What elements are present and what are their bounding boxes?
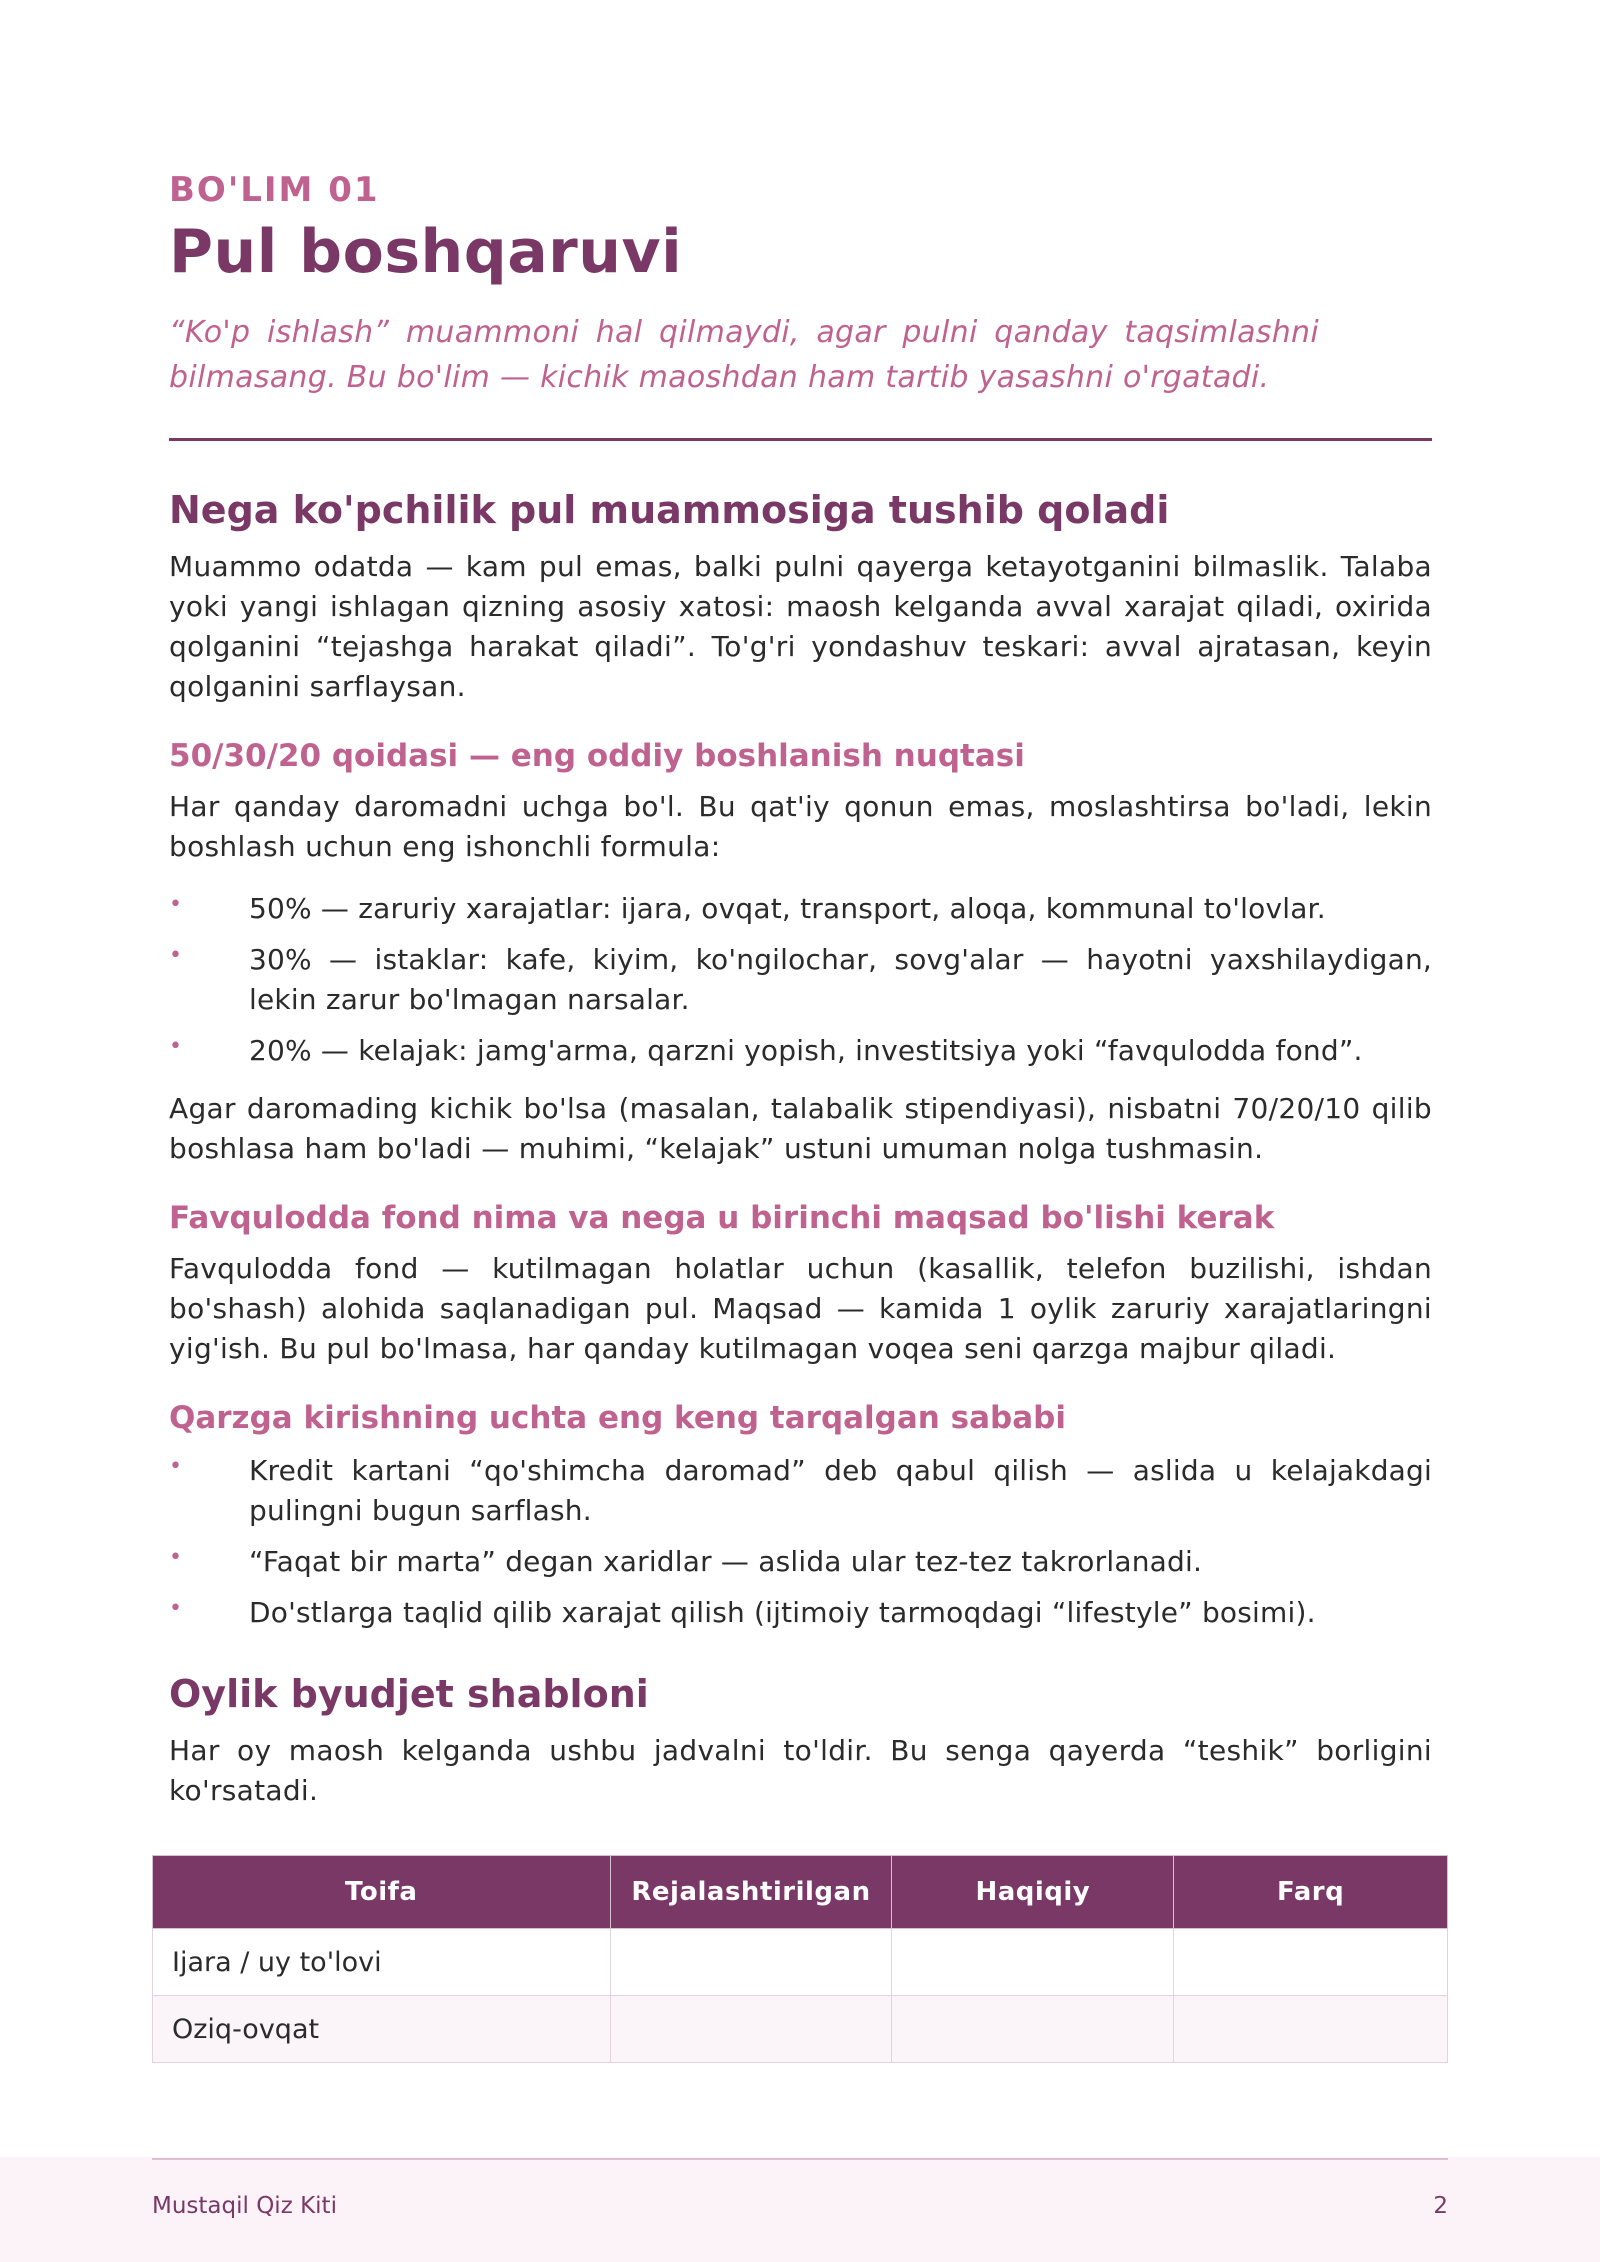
section-heading-budget: Oylik byudjet shabloni bbox=[169, 1672, 649, 1716]
footer-divider bbox=[152, 2158, 1448, 2160]
table-row bbox=[153, 1996, 1448, 2063]
subheading-emergency-fund: Favqulodda fond nima va nega u birinchi maqsad bo'lishi kerak bbox=[169, 1200, 1275, 1236]
problem-paragraph: Muammo odatda — kam pul emas, balki pulni qayerga ketayotganini bilmaslik. Talaba yoki yangi ishlagan qizning asosiy xatosi: maosh kelganda avval xarajat qiladi, oxirida qolganini “tejashga harakat qiladi”. To'g'ri yondashuv teskari: avval ajratasan, keyin qolganini sarflaysan. bbox=[169, 550, 1432, 703]
bullet-icon: • bbox=[169, 943, 183, 968]
bullet-icon: • bbox=[169, 1596, 183, 1621]
lead-paragraph: “Ko'p ishlash” muammoni hal qilmaydi, agar pulni qanday taqsimlashni bilmasang. Bu bo'lim — kichik maoshdan ham tartib yasashni o'rgatadi. bbox=[169, 315, 1319, 395]
section-heading-problem: Nega ko'pchilik pul muammosiga tushib qoladi bbox=[169, 488, 1170, 532]
column-header-planned: Rejalashtirilgan bbox=[610, 1856, 892, 1929]
subheading-debt-causes: Qarzga kirishning uchta eng keng tarqalgan sababi bbox=[169, 1400, 1066, 1436]
difference-cell bbox=[1174, 1929, 1448, 1996]
planned-cell bbox=[610, 1929, 892, 1996]
bullet-icon: • bbox=[169, 1545, 183, 1570]
bullet-icon: • bbox=[169, 1454, 183, 1479]
difference-cell bbox=[1174, 1996, 1448, 2063]
list-item bbox=[169, 1542, 1432, 1582]
bullet-icon: • bbox=[169, 892, 183, 917]
503020-list bbox=[169, 889, 1432, 1071]
page-content bbox=[169, 168, 1432, 1811]
planned-cell bbox=[610, 1996, 892, 2063]
budget-intro: Har oy maosh kelganda ushbu jadvalni to'ldir. Bu senga qayerda “teshik” borligini ko'rsatadi. bbox=[169, 1734, 1432, 1807]
category-cell: Ijara / uy to'lovi bbox=[153, 1929, 611, 1996]
section-kicker: BO'LIM 01 bbox=[169, 170, 380, 210]
list-item bbox=[169, 1593, 1432, 1633]
list-item-text: 20% — kelajak: jamg'arma, qarzni yopish, investitsiya yoki “favqulodda fond”. bbox=[249, 1034, 1363, 1067]
actual-cell bbox=[892, 1929, 1174, 1996]
list-item bbox=[169, 940, 1432, 1020]
list-item bbox=[169, 1031, 1432, 1071]
503020-note: Agar daromading kichik bo'lsa (masalan, talabalik stipendiyasi), nisbatni 70/20/10 qilib boshlasa ham bo'ladi — muhimi, “kelajak” ustuni umuman nolga tushmasin. bbox=[169, 1092, 1432, 1165]
list-item-text: Do'stlarga taqlid qilib xarajat qilish (ijtimoiy tarmoqdagi “lifestyle” bosimi). bbox=[249, 1596, 1316, 1629]
column-header-category: Toifa bbox=[153, 1856, 611, 1929]
debt-list bbox=[169, 1451, 1432, 1633]
table-header-row bbox=[153, 1856, 1448, 1929]
page-title: Pul boshqaruvi bbox=[169, 217, 683, 287]
column-header-difference: Farq bbox=[1174, 1856, 1448, 1929]
list-item-text: “Faqat bir marta” degan xaridlar — aslida ular tez-tez takrorlanadi. bbox=[249, 1545, 1203, 1578]
list-item-text: Kredit kartani “qo'shimcha daromad” deb qabul qilish — aslida u kelajakdagi pulingni bugun sarflash. bbox=[249, 1454, 1432, 1527]
column-header-actual: Haqiqiy bbox=[892, 1856, 1174, 1929]
category-cell: Oziq-ovqat bbox=[153, 1996, 611, 2063]
emergency-paragraph: Favqulodda fond — kutilmagan holatlar uchun (kasallik, telefon buzilishi, ishdan bo'shash) alohida saqlanadigan pul. Maqsad — kamida 1 oylik zaruriy xarajatlaringni yig'ish. Bu pul bo'lmasa, har qanday kutilmagan voqea seni qarzga majbur qiladi. bbox=[169, 1252, 1432, 1365]
budget-table bbox=[152, 1855, 1448, 2063]
page-number: 2 bbox=[1433, 2193, 1448, 2219]
title-divider bbox=[169, 438, 1432, 441]
table-row bbox=[153, 1929, 1448, 1996]
503020-intro: Har qanday daromadni uchga bo'l. Bu qat'iy qonun emas, moslashtirsa bo'ladi, lekin boshlash uchun eng ishonchli formula: bbox=[169, 790, 1432, 863]
actual-cell bbox=[892, 1996, 1174, 2063]
bullet-icon: • bbox=[169, 1034, 183, 1059]
list-item-text: 30% — istaklar: kafe, kiyim, ko'ngilochar, sovg'alar — hayotni yaxshilaydigan, lekin zarur bo'lmagan narsalar. bbox=[249, 943, 1432, 1016]
footer-kit-name: Mustaqil Qiz Kiti bbox=[152, 2193, 337, 2219]
list-item bbox=[169, 1451, 1432, 1531]
list-item-text: 50% — zaruriy xarajatlar: ijara, ovqat, transport, aloqa, kommunal to'lovlar. bbox=[249, 892, 1326, 925]
list-item bbox=[169, 889, 1432, 929]
subheading-503020: 50/30/20 qoidasi — eng oddiy boshlanish nuqtasi bbox=[169, 738, 1025, 774]
